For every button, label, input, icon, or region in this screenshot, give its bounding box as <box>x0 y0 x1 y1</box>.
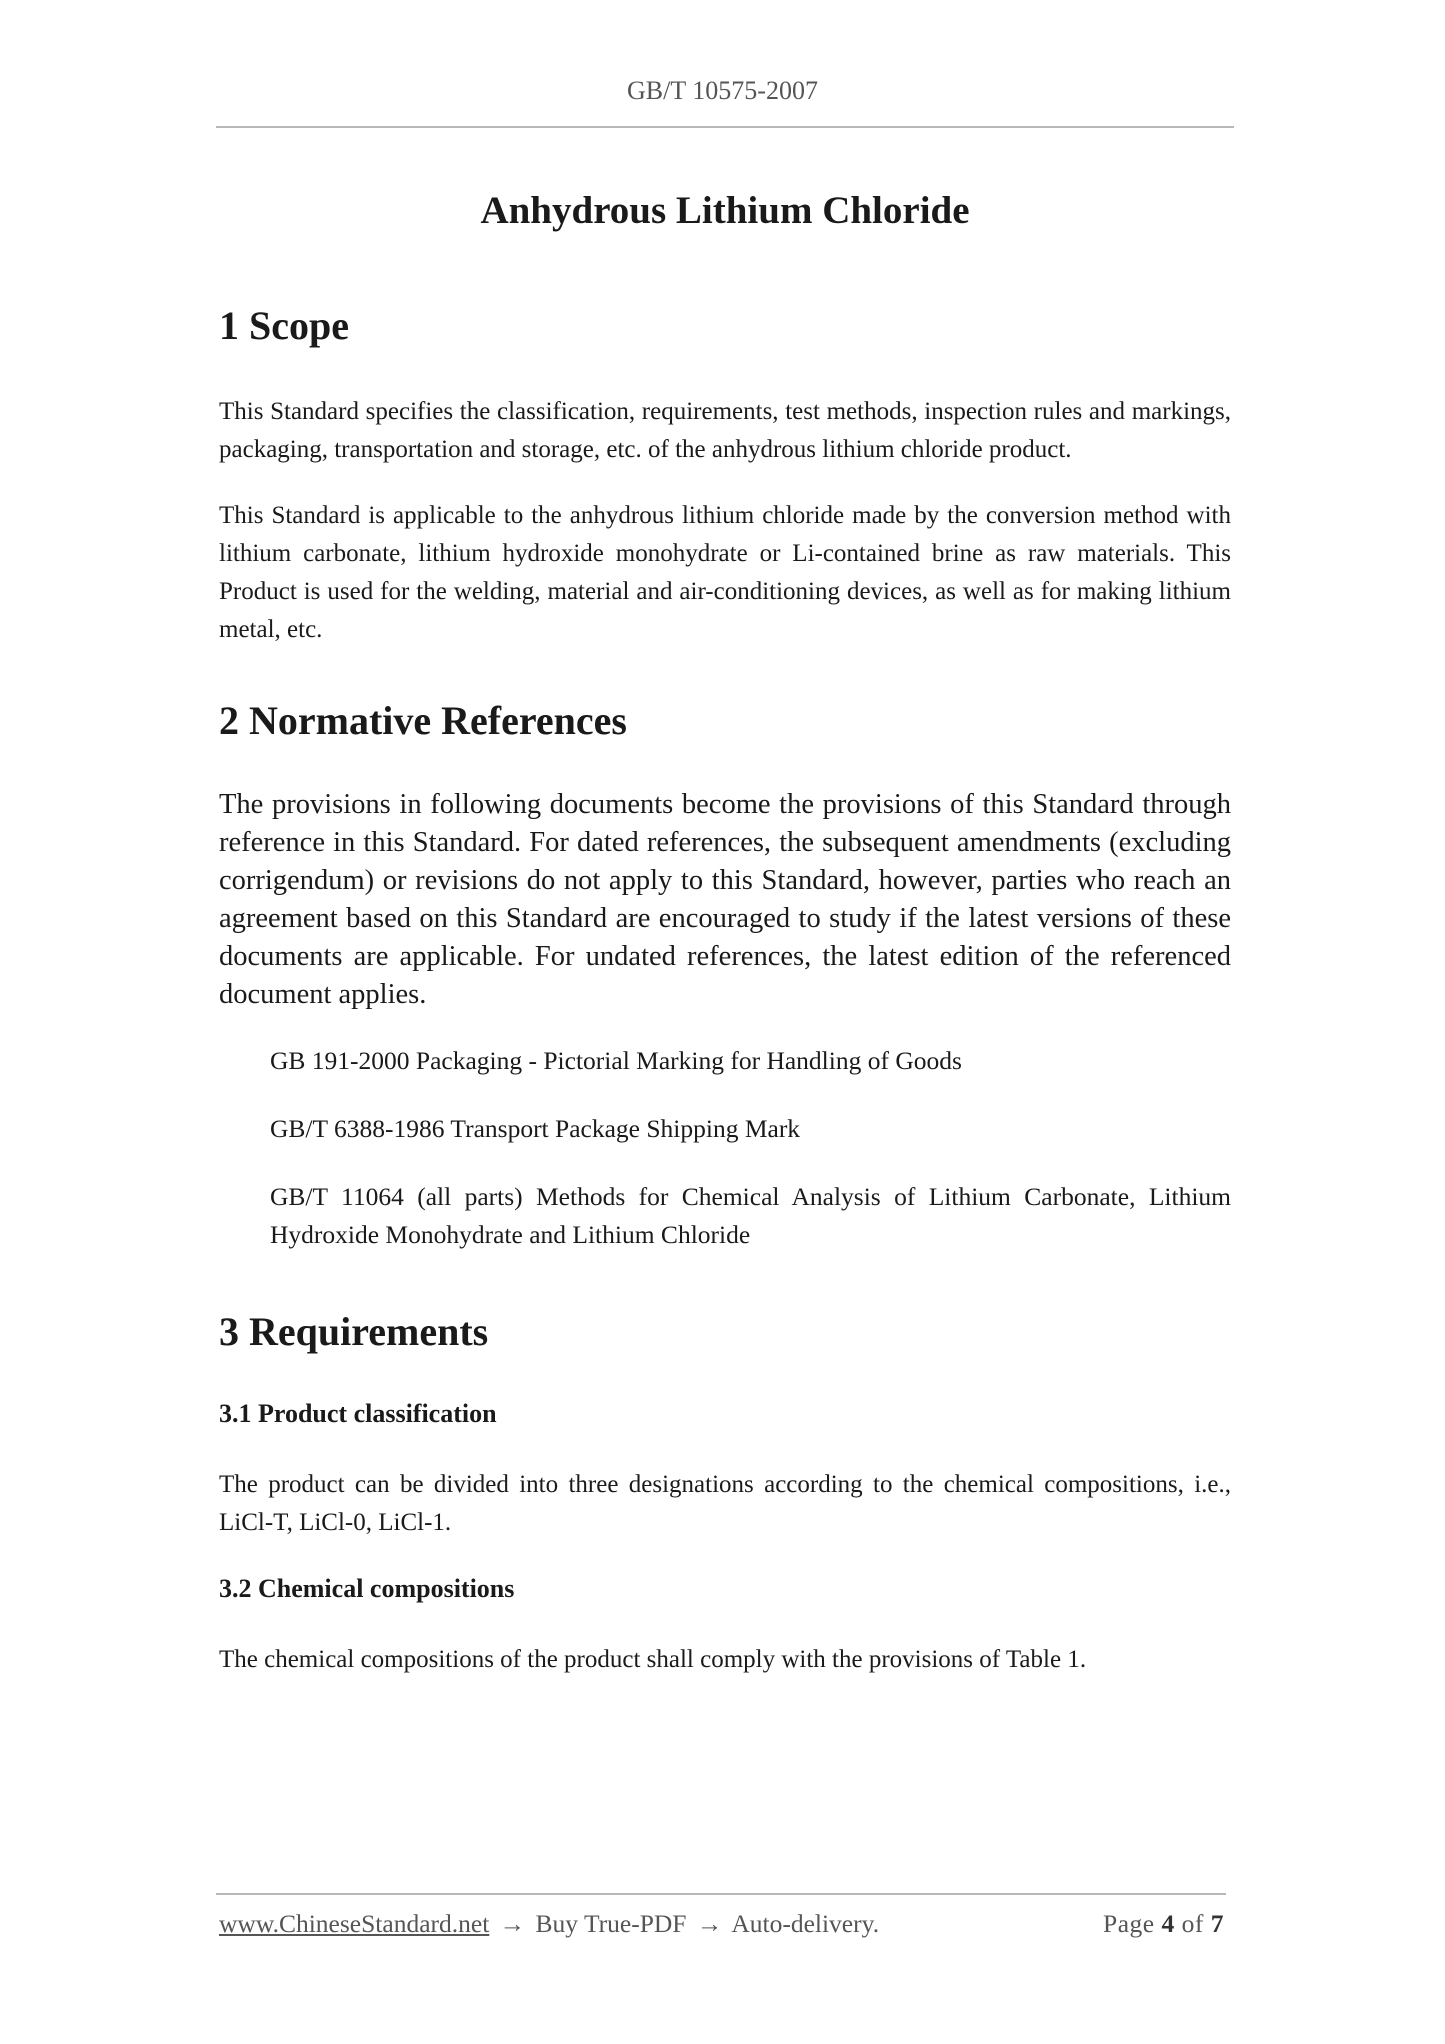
document-title: Anhydrous Lithium Chloride <box>480 189 970 232</box>
reference-item: GB 191-2000 Packaging - Pictorial Marking for Handling of Goods <box>270 1046 962 1075</box>
document-body <box>219 186 1231 1679</box>
page-indicator <box>1103 1909 1224 1939</box>
footer-promo <box>219 1909 879 1939</box>
auto-delivery-text: Auto-delivery. <box>731 1909 880 1938</box>
reference-item: GB/T 6388-1986 Transport Package Shipping Mark <box>270 1114 801 1143</box>
page-current: 4 <box>1161 1909 1175 1938</box>
header-divider <box>216 126 1234 128</box>
page-total: 7 <box>1210 1909 1224 1938</box>
page-label: Page <box>1103 1909 1155 1938</box>
normative-intro-paragraph: The provisions in following documents become the provisions of this Standard through reference in this Standard. For dated references, the subsequent amendments (excluding corrigendum) or revisions do not apply to this Standard, however, parties who reach an agreement based on this Standard are encouraged to study if the latest versions of these documents are applicable. For undated references, the latest edition of the referenced document applies. <box>219 789 1231 1010</box>
page-footer <box>219 1909 1224 1949</box>
subsection-heading-product-classification: 3.1 Product classification <box>219 1399 497 1428</box>
section-heading-normative-references: 2 Normative References <box>219 698 627 743</box>
scope-paragraph-1: This Standard specifies the classification, requirements, test methods, inspection rules and markings, packaging, transportation and storage, etc. of the anhydrous lithium chloride product. <box>219 398 1231 463</box>
subsection-heading-chemical-compositions: 3.2 Chemical compositions <box>219 1574 515 1603</box>
scope-paragraph-2: This Standard is applicable to the anhydrous lithium chloride made by the conversion method with lithium carbonate, lithium hydroxide monohydrate or Li-contained brine as raw materials. This Product is used for the welding, material and air-conditioning devices, as well as for making lithium metal, etc. <box>219 502 1231 643</box>
chemical-paragraph: The chemical compositions of the product shall comply with the provisions of Table 1. <box>219 1646 1087 1673</box>
header-standard-code: GB/T 10575-2007 <box>627 76 818 105</box>
of-label: of <box>1181 1909 1204 1938</box>
section-heading-scope: 1 Scope <box>219 303 349 348</box>
classification-paragraph: The product can be divided into three designations according to the chemical compositions, i.e., LiCl-T, LiCl-0, LiCl-1. <box>219 1471 1231 1536</box>
section-heading-requirements: 3 Requirements <box>219 1309 489 1354</box>
right-arrow-icon: → <box>499 1909 526 1938</box>
reference-item: GB/T 11064 (all parts) Methods for Chemical Analysis of Lithium Carbonate, Lithium Hydroxide Monohydrate and Lithium Chloride <box>270 1182 1231 1249</box>
right-arrow-icon: → <box>696 1909 723 1938</box>
buy-true-pdf-text: Buy True-PDF <box>535 1909 687 1938</box>
footer-divider <box>216 1893 1226 1895</box>
website-link[interactable]: www.ChineseStandard.net <box>219 1909 490 1938</box>
